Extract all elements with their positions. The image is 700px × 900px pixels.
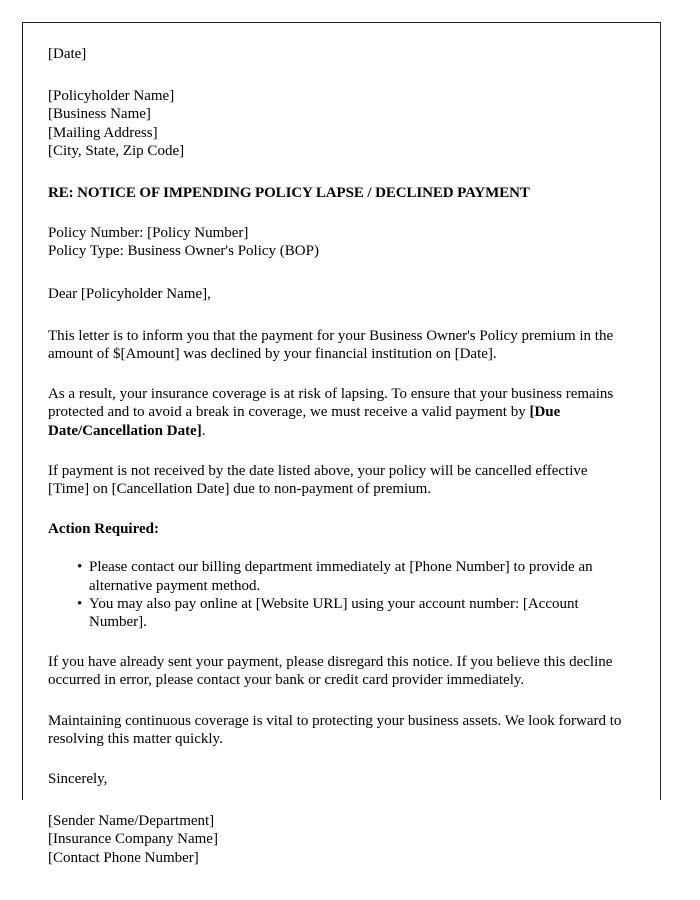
paragraph-2-text-before-bold: As a result, your insurance coverage is at risk of lapsing. To ensure that your business remains protected and to avoid a break in coverage, we must receive a valid payment by (48, 386, 614, 421)
body-paragraph-cancellation-terms: If payment is not received by the date listed above, your policy will be cancelled effective [Time] on [Cancellation Date] due to non-payment of premium. (48, 462, 588, 498)
body-paragraph-disregard-notice: If you have already sent your payment, please disregard this notice. If you believe this decline occurred in error, please contact your bank or credit card provider immediately. (48, 654, 613, 689)
bullet-icon: • (77, 559, 83, 576)
list-item (48, 558, 632, 594)
salutation-line: Dear [Policyholder Name], (48, 285, 211, 302)
policy-details-block (48, 224, 632, 260)
paragraph-2-text-after-bold: . (201, 422, 206, 439)
recipient-address-block (48, 87, 632, 160)
body-paragraph-continuous-coverage: Maintaining continuous coverage is vital to protecting your business assets. We look forward to resolving this matter quickly. (48, 712, 622, 747)
address-line-policyholder-name: [Policyholder Name] (48, 88, 175, 105)
action-item-billing-contact: Please contact our billing department immediately at [Phone Number] to provide an alternative payment method. (89, 559, 593, 594)
policy-number-line: Policy Number: [Policy Number] (48, 225, 249, 242)
date-line: [Date] (48, 46, 87, 62)
action-required-list (48, 558, 632, 631)
list-item (48, 595, 632, 631)
body-paragraph-declined-payment: This letter is to inform you that the payment for your Business Owner's Policy premium in the amount of $[Amount] was declined by your financial institution on [Date]. (48, 327, 614, 363)
address-line-mailing-address: [Mailing Address] (48, 124, 158, 141)
policy-type-line: Policy Type: Business Owner's Policy (BOP) (48, 243, 319, 260)
body-paragraph-coverage-risk (48, 385, 632, 440)
subject-line: RE: NOTICE OF IMPENDING POLICY LAPSE / DECLINED PAYMENT (48, 185, 530, 202)
letter-document (48, 45, 632, 867)
signature-block (48, 812, 632, 867)
bullet-icon: • (77, 595, 83, 612)
due-date-emphasis: [Due Date/Cancellation Date] (48, 404, 561, 439)
action-required-heading: Action Required: (48, 521, 159, 538)
address-line-business-name: [Business Name] (48, 106, 151, 123)
signature-line-sender: [Sender Name/Department] (48, 813, 215, 830)
signature-line-company: [Insurance Company Name] (48, 831, 218, 848)
action-item-online-payment: You may also pay online at [Website URL] using your account number: [Account Number]. (89, 595, 579, 631)
address-line-city-state-zip: [City, State, Zip Code] (48, 142, 185, 159)
closing-line: Sincerely, (48, 771, 108, 788)
signature-line-phone: [Contact Phone Number] (48, 849, 199, 866)
